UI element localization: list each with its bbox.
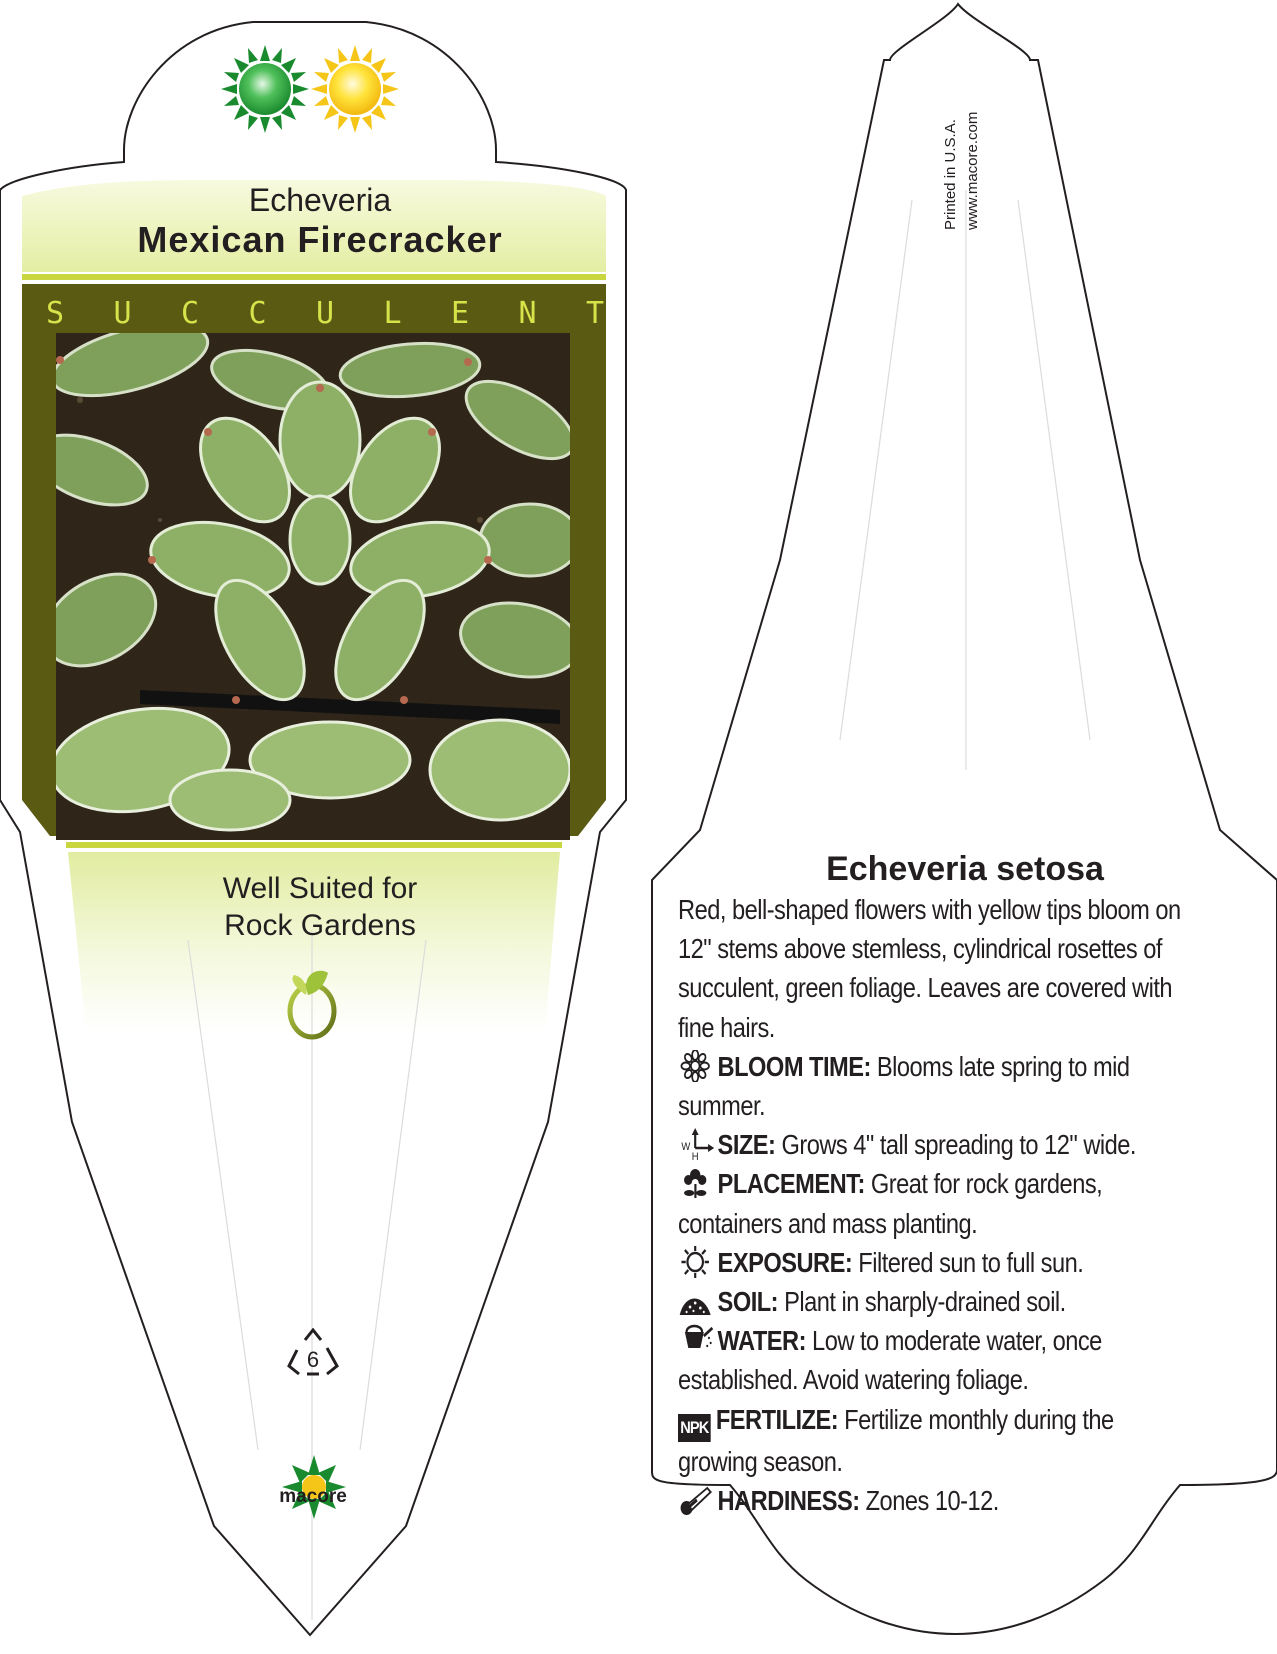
category-letter: L [383, 296, 402, 331]
plant-photo [23, 310, 586, 840]
hardiness-row [678, 1481, 1194, 1520]
plant-info [678, 890, 1194, 1520]
bloom-time-text: Blooms late spring to mid summer. [678, 1050, 1130, 1122]
leaf-emblem-icon [280, 965, 344, 1041]
fertilize-row [678, 1400, 1194, 1481]
category-letter: S [45, 296, 65, 331]
botanical-name: Echeveria setosa [826, 850, 1104, 888]
tagline-line: Well Suited for [222, 872, 418, 905]
soil-label: SOIL: [717, 1286, 779, 1318]
placement-label: PLACEMENT: [717, 1168, 865, 1200]
flower-icon [678, 1050, 714, 1082]
sun-icons [220, 44, 400, 134]
category-letter: E [450, 296, 470, 331]
exposure-label: EXPOSURE: [717, 1246, 853, 1278]
exposure-text: Filtered sun to full sun. [858, 1246, 1084, 1278]
bloom-time-label: BLOOM TIME: [717, 1050, 871, 1082]
tagline-line: Rock Gardens [224, 909, 416, 942]
category-letter: C [180, 296, 200, 331]
npk-icon: NPK [678, 1414, 711, 1442]
size-text: Grows 4" tall spreading to 12" wide. [781, 1129, 1136, 1161]
recycle-number: 6 [306, 1347, 320, 1372]
category-letter: C [248, 296, 267, 331]
sun-icon [678, 1246, 714, 1278]
variety-name: Mexican Firecracker [137, 219, 503, 260]
fertilize-text: Fertilize monthly during the growing season. [678, 1403, 1114, 1477]
size-icon [678, 1128, 714, 1160]
brand-name: macore [279, 1486, 347, 1507]
full-sun-icon [311, 45, 399, 133]
partial-sun-icon [221, 45, 309, 133]
description: Red, bell-shaped flowers with yellow tips bloom on 12" stems above stemless, cylindrical rosettes of succulent, green foliage. Leaves are covered with fine hairs. [678, 894, 1181, 1043]
website: www.macore.com [964, 111, 981, 230]
category-letter: N [518, 296, 537, 331]
category-letter: U [113, 296, 132, 331]
soil-text: Plant in sharply-drained soil. [784, 1286, 1066, 1318]
water-row [678, 1321, 1194, 1399]
thermometer-icon [678, 1484, 714, 1516]
category-letter: T [585, 296, 605, 331]
size-icon-h: H [691, 1151, 699, 1161]
soil-row [678, 1282, 1194, 1321]
placement-flower-icon [678, 1167, 714, 1199]
water-label: WATER: [717, 1325, 806, 1357]
hardiness-text: Zones 10-12. [865, 1484, 999, 1516]
hardiness-label: HARDINESS: [717, 1484, 860, 1516]
fertilize-label: FERTILIZE: [715, 1403, 839, 1435]
category-letter: U [315, 296, 335, 331]
water-text: Low to moderate water, once established. Avoid watering foliage. [678, 1325, 1102, 1396]
size-row [678, 1125, 1194, 1164]
placement-row [678, 1164, 1194, 1242]
soil-icon [678, 1285, 714, 1317]
common-name: Echeveria [248, 182, 392, 218]
placement-text: Great for rock gardens, containers and mass planting. [678, 1168, 1103, 1239]
category-banner [40, 296, 610, 331]
printed-line: Printed in U.S.A. [942, 119, 959, 230]
tagline [140, 870, 500, 944]
size-label: SIZE: [717, 1129, 776, 1161]
printed-note [940, 50, 980, 230]
size-icon-w: W [681, 1141, 690, 1154]
bloom-time-row [678, 1047, 1194, 1125]
exposure-row [678, 1243, 1194, 1282]
watering-can-icon [678, 1324, 714, 1356]
